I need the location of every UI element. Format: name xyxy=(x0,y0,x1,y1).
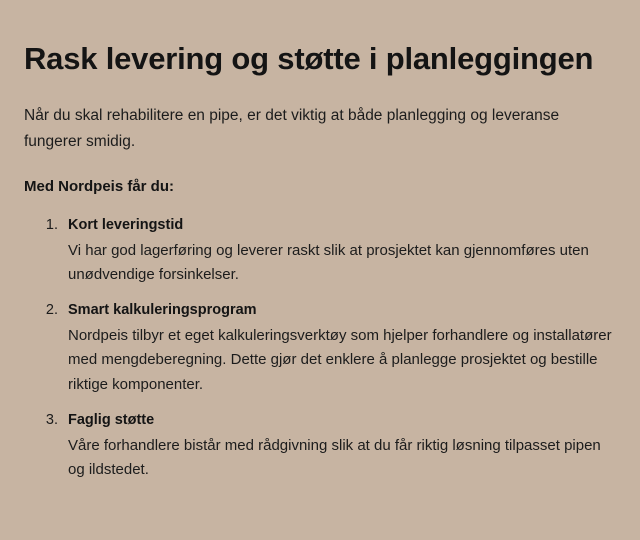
list-item-body: Vi har god lagerføring og leverer raskt slik at prosjektet kan gjennomføres uten unødvendige forsinkelser. xyxy=(68,241,589,283)
list-item-body: Våre forhandlere bistår med rådgivning slik at du får riktig løsning tilpasset pipen og ildstedet. xyxy=(68,436,601,478)
intro-paragraph: Når du skal rehabilitere en pipe, er det viktig at både planlegging og leveranse fungerer smidig. xyxy=(24,107,560,150)
list-item xyxy=(62,410,616,482)
list-item-title: 3. Faglig støtte xyxy=(68,411,155,428)
list-item-title: 1. Kort leveringstid xyxy=(68,216,184,233)
list-item-title: 2. Smart kalkuleringsprogram xyxy=(68,302,257,319)
lead-in-text: Med Nordpeis får du: xyxy=(24,178,175,196)
list-item xyxy=(62,215,616,287)
list-item xyxy=(62,300,616,397)
benefits-list xyxy=(24,215,616,482)
list-item-body: Nordpeis tilbyr et eget kalkuleringsverktøy som hjelper forhandlere og installatører med mengdeberegning. Dette gjør det enklere å planlegge prosjektet og bestille riktige komponenter. xyxy=(68,326,612,393)
page-title: Rask levering og støtte i planleggingen xyxy=(24,41,594,76)
